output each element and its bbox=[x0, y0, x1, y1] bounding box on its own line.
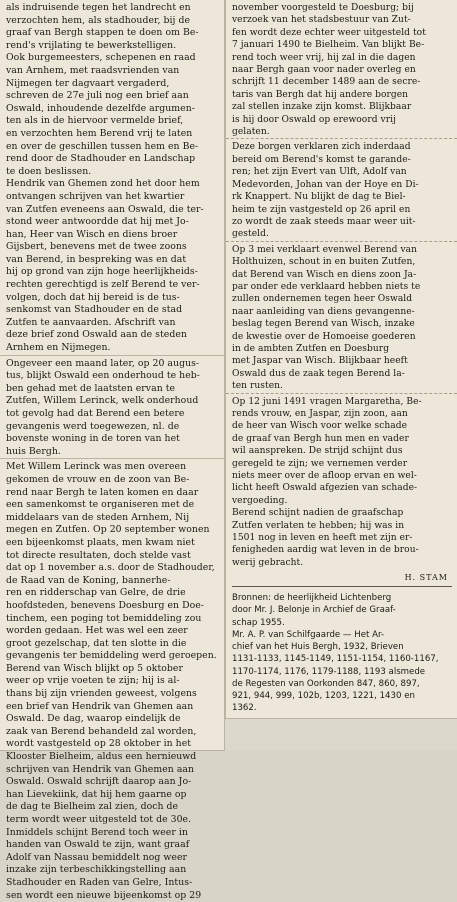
article-paragraph bbox=[232, 396, 452, 570]
text-line: Mr. A. P. van Schilfgaarde — Het Ar- bbox=[232, 629, 385, 640]
text-line: Zutfen te aanvaarden. Afschrift van bbox=[6, 316, 176, 328]
text-line: te doen beslissen. bbox=[6, 165, 92, 177]
text-line: rend's vrijlating te bewerkstelligen. bbox=[6, 39, 177, 51]
text-line: als indruisende tegen het landrecht en bbox=[6, 2, 191, 13]
text-line: par onder ede verklaard hebben niets te bbox=[232, 281, 421, 292]
text-line: wil aanspreken. De strijd schijnt dus bbox=[232, 446, 403, 457]
text-line: gevangenis werd toegewezen, nl. de bbox=[6, 420, 180, 432]
text-line: rend toch weer vrij, hij zal in die dagen bbox=[232, 52, 416, 63]
text-line: 921, 944, 999, 102b, 1203, 1221, 1430 en bbox=[232, 690, 415, 701]
text-line: een samenkomst te organiseren met de bbox=[6, 499, 195, 511]
clipping-strip-1 bbox=[0, 0, 224, 355]
text-line: 1501 nog in leven en heeft met zijn er- bbox=[232, 533, 413, 544]
left-column bbox=[0, 0, 224, 901]
clipping-strip-4 bbox=[226, 0, 457, 138]
clipping-strip-5 bbox=[226, 138, 457, 240]
clipping-strip-2 bbox=[0, 355, 224, 459]
text-line: ontvangen schrijven van het kwartier bbox=[6, 190, 185, 202]
text-line: Zutfen, Willem Lerinck, welk onderhoud bbox=[6, 395, 199, 407]
text-line: in de ambten Zutfen en Doesburg bbox=[232, 343, 390, 354]
text-line: een brief van Hendrik van Ghemen aan bbox=[6, 700, 194, 712]
text-line: de graaf van Bergh hun men en vader bbox=[232, 433, 409, 444]
text-line: Oswald, inhoudende dezelfde argumen- bbox=[6, 102, 195, 114]
text-line: naar Bergh gaan voor nader overleg en bbox=[232, 65, 416, 76]
text-line: heim te zijn vastgesteld op 26 april en bbox=[232, 204, 411, 215]
text-line: gekomen de vrouw en de zoon van Be- bbox=[6, 473, 190, 485]
text-line: werij gebracht. bbox=[232, 557, 304, 568]
text-line: handen van Oswald te zijn, want graaf bbox=[6, 839, 190, 851]
text-line: de dag te Bielheim zal zien, doch de bbox=[6, 801, 179, 813]
text-line: inzake zijn terbeschikkingstelling aan bbox=[6, 864, 187, 876]
text-line: Ongeveer een maand later, op 20 augus- bbox=[6, 357, 200, 369]
text-line: zo wordt de zaak steeds maar weer uit- bbox=[232, 216, 416, 227]
right-column bbox=[226, 0, 457, 718]
article-paragraph bbox=[232, 141, 452, 240]
text-line: zaak van Berend behandeld zal worden, bbox=[6, 725, 197, 737]
text-line: term wordt weer uitgesteld tot de 30e. bbox=[6, 814, 192, 825]
text-line: bereid om Berend's komst te garande- bbox=[232, 154, 411, 165]
text-line: verzoek van het stadsbestuur van Zut- bbox=[232, 15, 411, 26]
text-line: gevangenis ter bemiddeling werd geroepen. bbox=[6, 650, 217, 662]
divider bbox=[232, 586, 452, 587]
text-line: fen wordt deze echter weer uitgesteld tot bbox=[232, 27, 426, 38]
text-line: Oswald. De dag, waarop eindelijk de bbox=[6, 713, 181, 725]
text-line: van Arnhem, met raadsvrienden van bbox=[6, 64, 180, 76]
text-line: deze brief zond Oswald aan de steden bbox=[6, 329, 187, 341]
author-signature: H. STAM bbox=[404, 573, 448, 583]
text-line: Nijmegen ter dagvaart vergaderd, bbox=[6, 77, 170, 89]
text-line: rends vrouw, en Jaspar, zijn zoon, aan bbox=[232, 409, 408, 419]
text-line: de heer van Wisch voor welke schade bbox=[232, 421, 408, 432]
article-paragraph bbox=[6, 358, 219, 459]
text-line: ten rusten. bbox=[232, 381, 283, 392]
text-line: zal stellen inzake zijn komst. Blijkbaar bbox=[232, 102, 412, 113]
article-paragraph bbox=[232, 244, 452, 393]
text-line: chief van het Huis Bergh, 1932, Brieven bbox=[232, 642, 404, 653]
text-line: van Berend, in bespreking was en dat bbox=[6, 253, 187, 265]
text-line: gesteld. bbox=[232, 229, 269, 240]
text-line: november voorgesteld te Doesburg; bij bbox=[232, 3, 414, 13]
sources-note bbox=[232, 592, 452, 714]
text-line: met Jaspar van Wisch. Blijkbaar heeft bbox=[232, 356, 408, 367]
text-line: Berend van Wisch blijkt op 5 oktober bbox=[6, 662, 183, 674]
text-line: schrijven van Hendrik van Ghemen aan bbox=[6, 763, 195, 775]
text-line: Medevorden, Johan van der Hoye en Di- bbox=[232, 179, 419, 190]
text-line: Op 3 mei verklaart evenwel Berend van bbox=[232, 244, 418, 255]
text-line: hij op grond van zijn hoge heerlijkheids- bbox=[6, 266, 198, 278]
text-line: schreven de 27e juli nog een brief aan bbox=[6, 90, 189, 102]
text-line: van Zutfen eveneens aan Oswald, die ter- bbox=[6, 203, 204, 215]
text-line: Arnhem en Nijmegen. bbox=[6, 342, 111, 354]
text-line: 7 januari 1490 te Bielheim. Van blijkt Be- bbox=[232, 40, 425, 51]
text-line: en verzochten hem Berend vrij te laten bbox=[6, 127, 193, 139]
text-line: tus, blijkt Oswald een onderhoud te heb- bbox=[6, 370, 200, 382]
text-line: dat Berend van Wisch en diens zoon Ja- bbox=[232, 269, 417, 280]
text-line: weer op vrije voeten te zijn; hij is al- bbox=[6, 675, 180, 687]
clipping-strip-7 bbox=[226, 393, 457, 715]
text-line: huis Bergh. bbox=[6, 445, 61, 457]
text-line: graaf van Bergh stappen te doen om Be- bbox=[6, 27, 199, 39]
text-line: taris van Bergh dat hij andere borgen bbox=[232, 89, 409, 100]
text-line: ten als in de hiervoor vermelde brief, bbox=[6, 115, 184, 127]
text-line: middelaars van de steden Arnhem, Nij bbox=[6, 511, 190, 523]
text-line: naar aanleiding van diens gevangenne- bbox=[232, 306, 415, 317]
text-line: han, Heer van Wisch en diens broer bbox=[6, 228, 178, 240]
text-line: ben gehad met de laatsten ervan te bbox=[6, 382, 176, 394]
text-line: een bijeenkomst plaats, men kwam niet bbox=[6, 536, 195, 548]
text-line: senkomst van Stadhouder en de stad bbox=[6, 304, 183, 316]
text-line: Oswald dus de zaak tegen Berend la- bbox=[232, 368, 405, 379]
text-line: worden gedaan. Het was wel een zeer bbox=[6, 625, 188, 637]
text-line: Bronnen: de heerlijkheid Lichtenberg bbox=[232, 593, 392, 604]
text-line: sen wordt een nieuwe bijeenkomst op 29 bbox=[6, 889, 202, 901]
text-line: rend naar Bergh te laten komen en daar bbox=[6, 486, 199, 498]
text-line: tot gevolg had dat Berend een betere bbox=[6, 408, 185, 419]
text-line: tot directe resultaten, doch stelde vast bbox=[6, 549, 191, 561]
text-line: 1131-1133, 1145-1149, 1151-1154, 1160-1167, bbox=[232, 654, 439, 665]
text-line: Klooster Bielheim, aldus een hernieuwd bbox=[6, 751, 197, 763]
text-line: de Raad van de Koning, bannerhe- bbox=[6, 574, 171, 586]
text-line: zullen ondernemen tegen heer Oswald bbox=[232, 294, 413, 305]
clipping-strip-6 bbox=[226, 241, 457, 393]
clipping-strip-3 bbox=[0, 458, 224, 902]
text-line: rechten gerechtigd is zelf Berend te ver- bbox=[6, 279, 200, 291]
text-line: niets meer over de afloop ervan en wel- bbox=[232, 471, 417, 482]
text-line: Ook burgemeesters, schepenen en raad bbox=[6, 52, 196, 64]
text-line: gelaten. bbox=[232, 127, 270, 138]
text-line: vergoeding. bbox=[232, 495, 288, 506]
text-line: is hij door Oswald op erewoord vrij bbox=[232, 114, 396, 125]
text-line: tinchem, een poging tot bemiddeling zou bbox=[6, 612, 202, 624]
text-line: Berend schijnt nadien de graafschap bbox=[232, 508, 404, 519]
text-line: fenigheden aardig wat leven in de brou- bbox=[232, 545, 419, 556]
article-paragraph bbox=[6, 461, 219, 902]
text-line: rk Knappert. Nu blijkt de dag te Biel- bbox=[232, 192, 406, 203]
text-line: Adolf van Nassau bemiddelt nog weer bbox=[6, 851, 188, 863]
text-line: dat op 1 november a.s. door de Stadhouder, bbox=[6, 562, 215, 574]
text-line: Holthuizen, schout in en buiten Zutfen, bbox=[232, 257, 416, 268]
text-line: en over de geschillen tussen hem en Be- bbox=[6, 140, 199, 152]
article-paragraph bbox=[232, 2, 452, 138]
text-line: schap 1955. bbox=[232, 617, 285, 628]
text-line: bovenste woning in de toren van het bbox=[6, 433, 180, 445]
text-line: Op 12 juni 1491 vragen Margaretha, Be- bbox=[232, 396, 422, 407]
text-line: Deze borgen verklaren zich inderdaad bbox=[232, 142, 411, 153]
text-line: 1170-1174, 1176, 1179-1188, 1193 alsmede bbox=[232, 666, 426, 677]
text-line: Gijsbert, benevens met de twee zoons bbox=[6, 241, 187, 253]
text-line: stond weer antwoordde dat hij met Jo- bbox=[6, 216, 189, 228]
text-line: de kwestie over de Homoeise goederen bbox=[232, 331, 416, 342]
text-line: verzochten hem, als stadhouder, bij de bbox=[6, 14, 191, 26]
article-paragraph bbox=[6, 2, 219, 355]
text-line: door Mr. J. Belonje in Archief de Graaf- bbox=[232, 605, 396, 616]
text-line: beslag tegen Berend van Wisch, inzake bbox=[232, 319, 415, 330]
text-line: 1362. bbox=[232, 703, 257, 714]
text-line: groot gezelschap, dat ten slotte in die bbox=[6, 637, 187, 649]
text-line: megen en Zutfen. Op 20 september wonen bbox=[6, 524, 210, 536]
text-line: thans bij zijn vrienden geweest, volgens bbox=[6, 688, 197, 700]
text-line: Zutfen verlaten te hebben; hij was in bbox=[232, 520, 405, 531]
text-line: han Lievekiink, dat hij hem gaarne op bbox=[6, 788, 187, 800]
text-line: licht heeft Oswald afgezien van schade- bbox=[232, 483, 418, 494]
text-line: rend door de Stadhouder en Landschap bbox=[6, 153, 196, 165]
text-line: ren; het zijn Evert van Ulft, Adolf van bbox=[232, 167, 407, 178]
text-line: Oswald. Oswald schrijft daarop aan Jo- bbox=[6, 776, 192, 788]
text-line: Inmiddels schijnt Berend toch weer in bbox=[6, 826, 188, 838]
text-line: wordt vastgesteld op 28 oktober in het bbox=[6, 738, 192, 750]
text-line: geregeld te zijn; we vernemen verder bbox=[232, 458, 408, 469]
text-line: volgen, doch dat hij bereid is de tus- bbox=[6, 291, 180, 303]
text-line: schrijft 11 december 1489 aan de secre- bbox=[232, 77, 421, 88]
text-line: hoofdsteden, benevens Doesburg en Doe- bbox=[6, 599, 204, 611]
text-line: de Regesten van Oorkonden 847, 860, 897, bbox=[232, 678, 420, 689]
text-line: Met Willem Lerinck was men overeen bbox=[6, 461, 187, 473]
text-line: Stadhouder en Raden van Gelre, Intus- bbox=[6, 876, 193, 888]
text-line: ren en ridderschap van Gelre, de drie bbox=[6, 587, 186, 599]
text-line: Hendrik van Ghemen zond het door hem bbox=[6, 178, 200, 190]
